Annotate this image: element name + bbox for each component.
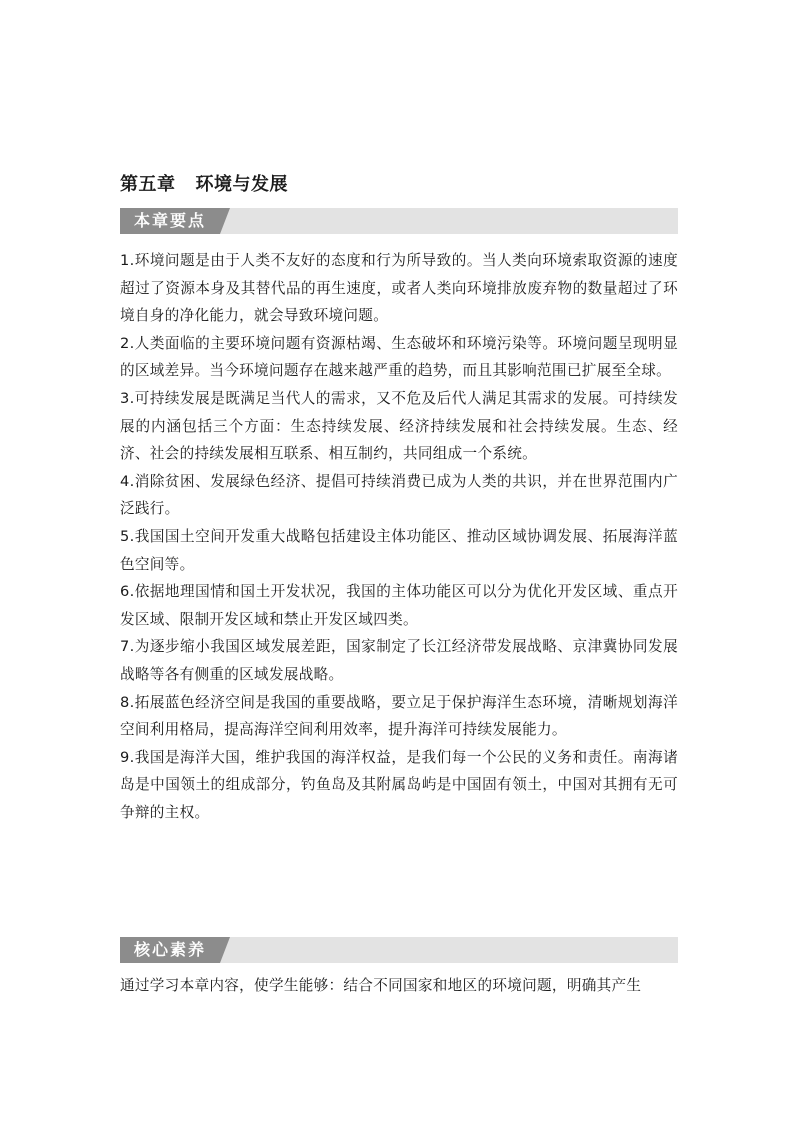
key-point-item: 8.拓展蓝色经济空间是我国的重要战略，要立足于保护海洋生态环境，清晰规划海洋空间利用格局，提高海洋空间利用效率，提升海洋可持续发展能力。	[120, 693, 678, 739]
section-header-core-literacy	[120, 937, 678, 963]
key-point-item: 6.依据地理国情和国土开发状况，我国的主体功能区可以分为优化开发区域、重点开发区域、限制开发区域和禁止开发区域四类。	[120, 583, 678, 628]
core-literacy-body	[120, 972, 678, 1000]
chapter-name: 环境与发展	[195, 174, 288, 195]
key-point-item: 7.为逐步缩小我国区域发展差距，国家制定了长江经济带发展战略、京津冀协同发展战略等各有侧重的区域发展战略。	[120, 638, 678, 683]
key-points-list	[120, 247, 678, 826]
section-label: 核心素养	[120, 937, 220, 963]
key-point-item: 3.可持续发展是既满足当代人的需求，又不危及后代人满足其需求的发展。可持续发展的内涵包括三个方面：生态持续发展、经济持续发展和社会持续发展。生态、经济、社会的持续发展相互联系、相互制约，共同组成一个系统。	[120, 389, 678, 463]
section-label: 本章要点	[120, 208, 220, 234]
key-point-item: 1.环境问题是由于人类不友好的态度和行为所导致的。当人类向环境索取资源的速度超过了资源本身及其替代品的再生速度，或者人类向环境排放废弃物的数量超过了环境自身的净化能力，就会导致环境问题。	[120, 252, 678, 325]
core-literacy-paragraph: 通过学习本章内容，使学生能够：结合不同国家和地区的环境问题，明确其产生	[120, 977, 642, 994]
section-header-key-points	[120, 208, 678, 234]
key-point-item: 2.人类面临的主要环境问题有资源枯竭、生态破坏和环境污染等。环境问题呈现明显的区域差异。当今环境问题存在越来越严重的趋势，而且其影响范围已扩展至全球。	[120, 334, 678, 380]
chapter-number: 第五章	[120, 174, 176, 195]
key-point-item: 9.我国是海洋大国，维护我国的海洋权益，是我们每一个公民的义务和责任。南海诸岛是中国领土的组成部分，钓鱼岛及其附属岛屿是中国固有领土，中国对其拥有无可争辩的主权。	[120, 748, 678, 821]
key-point-item: 5.我国国土空间开发重大战略包括建设主体功能区、推动区域协调发展、拓展海洋蓝色空间等。	[120, 527, 678, 573]
key-point-item: 4.消除贫困、发展绿色经济、提倡可持续消费已成为人类的共识，并在世界范围内广泛践行。	[120, 472, 678, 518]
chapter-title	[120, 170, 288, 196]
